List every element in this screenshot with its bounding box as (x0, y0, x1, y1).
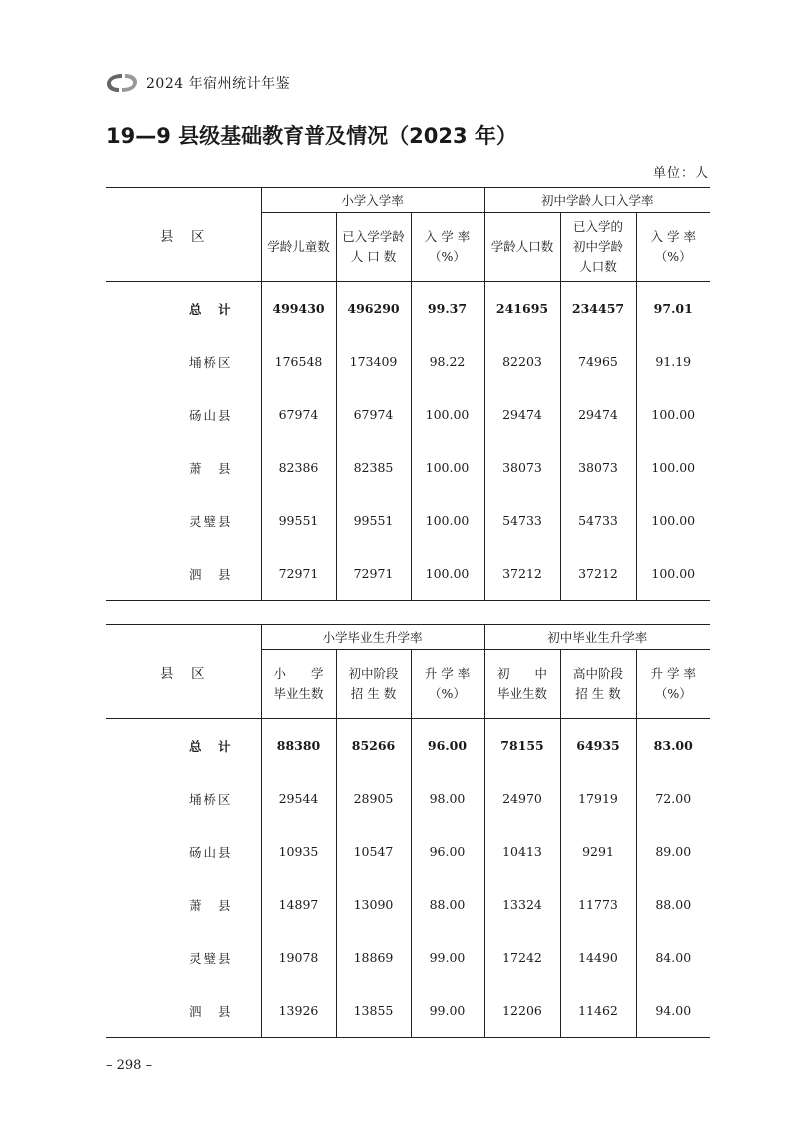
table-row (106, 547, 710, 601)
table-cell: 11462 (560, 984, 636, 1038)
table-cell: 13855 (336, 984, 411, 1038)
table-row (106, 282, 710, 336)
county-name: 泗 县 (106, 547, 261, 601)
promotion-rate-table (106, 624, 710, 1038)
table-cell: 64935 (560, 719, 636, 773)
table-cell: 37212 (484, 547, 560, 601)
table-cell: 54733 (484, 494, 560, 547)
table-cell: 99.00 (411, 931, 484, 984)
column-header: 已入学学龄 人 口 数 (336, 213, 411, 282)
table-cell: 28905 (336, 772, 411, 825)
column-header: 入 学 率 （%） (411, 213, 484, 282)
table-row (106, 931, 710, 984)
table-cell: 12206 (484, 984, 560, 1038)
table-cell: 98.00 (411, 772, 484, 825)
table-cell: 96.00 (411, 719, 484, 773)
table-cell: 29474 (484, 388, 560, 441)
table-cell: 24970 (484, 772, 560, 825)
table-cell: 54733 (560, 494, 636, 547)
table-cell: 82203 (484, 335, 560, 388)
table-cell: 17242 (484, 931, 560, 984)
column-header: 初中阶段 招 生 数 (336, 650, 411, 719)
table-cell: 96.00 (411, 825, 484, 878)
column-header: 升 学 率 （%） (636, 650, 710, 719)
table-cell: 94.00 (636, 984, 710, 1038)
county-name: 埇桥区 (188, 354, 233, 370)
column-header: 小 学 毕业生数 (261, 650, 336, 719)
table-cell: 10935 (261, 825, 336, 878)
county-name: 萧 县 (188, 897, 233, 913)
table-row (106, 772, 710, 825)
unit-label: 单位：人 (652, 166, 709, 181)
table-row (106, 984, 710, 1038)
column-header: 学龄儿童数 (261, 213, 336, 282)
table-cell: 100.00 (411, 494, 484, 547)
table-cell: 29474 (560, 388, 636, 441)
column-header: 升 学 率 （%） (411, 650, 484, 719)
table-row (106, 494, 710, 547)
table-cell: 11773 (560, 878, 636, 931)
table-cell: 100.00 (411, 441, 484, 494)
table-cell: 72.00 (636, 772, 710, 825)
county-name: 总 计 (188, 301, 233, 317)
table-cell: 17919 (560, 772, 636, 825)
county-name: 总 计 (188, 738, 233, 754)
table-cell: 18869 (336, 931, 411, 984)
table-cell: 173409 (336, 335, 411, 388)
table-cell: 72971 (261, 547, 336, 601)
table-cell: 38073 (560, 441, 636, 494)
group-header-primary-enrollment: 小学入学率 (261, 188, 484, 213)
table-row (106, 719, 710, 773)
table-cell: 100.00 (411, 388, 484, 441)
table-cell: 38073 (484, 441, 560, 494)
county-name: 灵璧县 (188, 513, 233, 529)
county-header: 县 区 (106, 188, 261, 282)
table-cell: 13324 (484, 878, 560, 931)
table-cell: 67974 (336, 388, 411, 441)
county-name: 砀山县 (188, 407, 233, 423)
county-name: 灵璧县 (188, 950, 233, 966)
table-row (106, 441, 710, 494)
table-cell: 241695 (484, 282, 560, 336)
table-cell: 89.00 (636, 825, 710, 878)
table-cell: 74965 (560, 335, 636, 388)
running-header-title: 2024 年宿州统计年鉴 (146, 76, 291, 92)
table-cell: 84.00 (636, 931, 710, 984)
table-cell: 99.37 (411, 282, 484, 336)
enrollment-rate-table (106, 187, 710, 601)
table-cell: 14897 (261, 878, 336, 931)
county-name: 埇桥区 (188, 791, 233, 807)
table-cell: 10547 (336, 825, 411, 878)
table-cell: 72971 (336, 547, 411, 601)
table-cell: 234457 (560, 282, 636, 336)
table-cell: 29544 (261, 772, 336, 825)
group-header-junior-promotion: 初中毕业生升学率 (484, 625, 710, 650)
column-header: 入 学 率 （%） (636, 213, 710, 282)
table-cell: 88380 (261, 719, 336, 773)
table-cell: 100.00 (636, 494, 710, 547)
table-cell: 10413 (484, 825, 560, 878)
county-name: 砀山县 (188, 844, 233, 860)
table-cell: 13926 (261, 984, 336, 1038)
table-row (106, 388, 710, 441)
column-header: 高中阶段 招 生 数 (560, 650, 636, 719)
table-cell: 496290 (336, 282, 411, 336)
table-cell: 100.00 (636, 547, 710, 601)
table-cell: 88.00 (411, 878, 484, 931)
table-row (106, 825, 710, 878)
table-cell: 67974 (261, 388, 336, 441)
table-cell: 99551 (261, 494, 336, 547)
table-row (106, 878, 710, 931)
county-name: 萧 县 (188, 460, 233, 476)
table-cell: 88.00 (636, 878, 710, 931)
page-title: 19—9 县级基础教育普及情况（2023 年） (106, 124, 517, 148)
table-cell: 100.00 (411, 547, 484, 601)
table-cell: 98.22 (411, 335, 484, 388)
table-row (106, 335, 710, 388)
table-cell: 82386 (261, 441, 336, 494)
table-cell: 9291 (560, 825, 636, 878)
yearbook-logo-icon (106, 72, 138, 94)
page-number: – 298 – (106, 1058, 153, 1073)
table-cell: 85266 (336, 719, 411, 773)
column-header: 初 中 毕业生数 (484, 650, 560, 719)
county-header: 县 区 (106, 625, 261, 719)
table-cell: 78155 (484, 719, 560, 773)
table-cell: 176548 (261, 335, 336, 388)
table-cell: 100.00 (636, 388, 710, 441)
table-cell: 37212 (560, 547, 636, 601)
table-cell: 83.00 (636, 719, 710, 773)
table-cell: 13090 (336, 878, 411, 931)
table-cell: 100.00 (636, 441, 710, 494)
table-cell: 499430 (261, 282, 336, 336)
table-cell: 82385 (336, 441, 411, 494)
table-cell: 14490 (560, 931, 636, 984)
group-header-junior-enrollment: 初中学龄人口入学率 (484, 188, 710, 213)
column-header: 已入学的 初中学龄 人口数 (560, 213, 636, 282)
table-cell: 97.01 (636, 282, 710, 336)
table-cell: 99551 (336, 494, 411, 547)
group-header-primary-promotion: 小学毕业生升学率 (261, 625, 484, 650)
county-name: 泗 县 (106, 984, 261, 1038)
table-cell: 99.00 (411, 984, 484, 1038)
running-header (106, 70, 290, 96)
table-cell: 91.19 (636, 335, 710, 388)
table-cell: 19078 (261, 931, 336, 984)
column-header: 学龄人口数 (484, 213, 560, 282)
